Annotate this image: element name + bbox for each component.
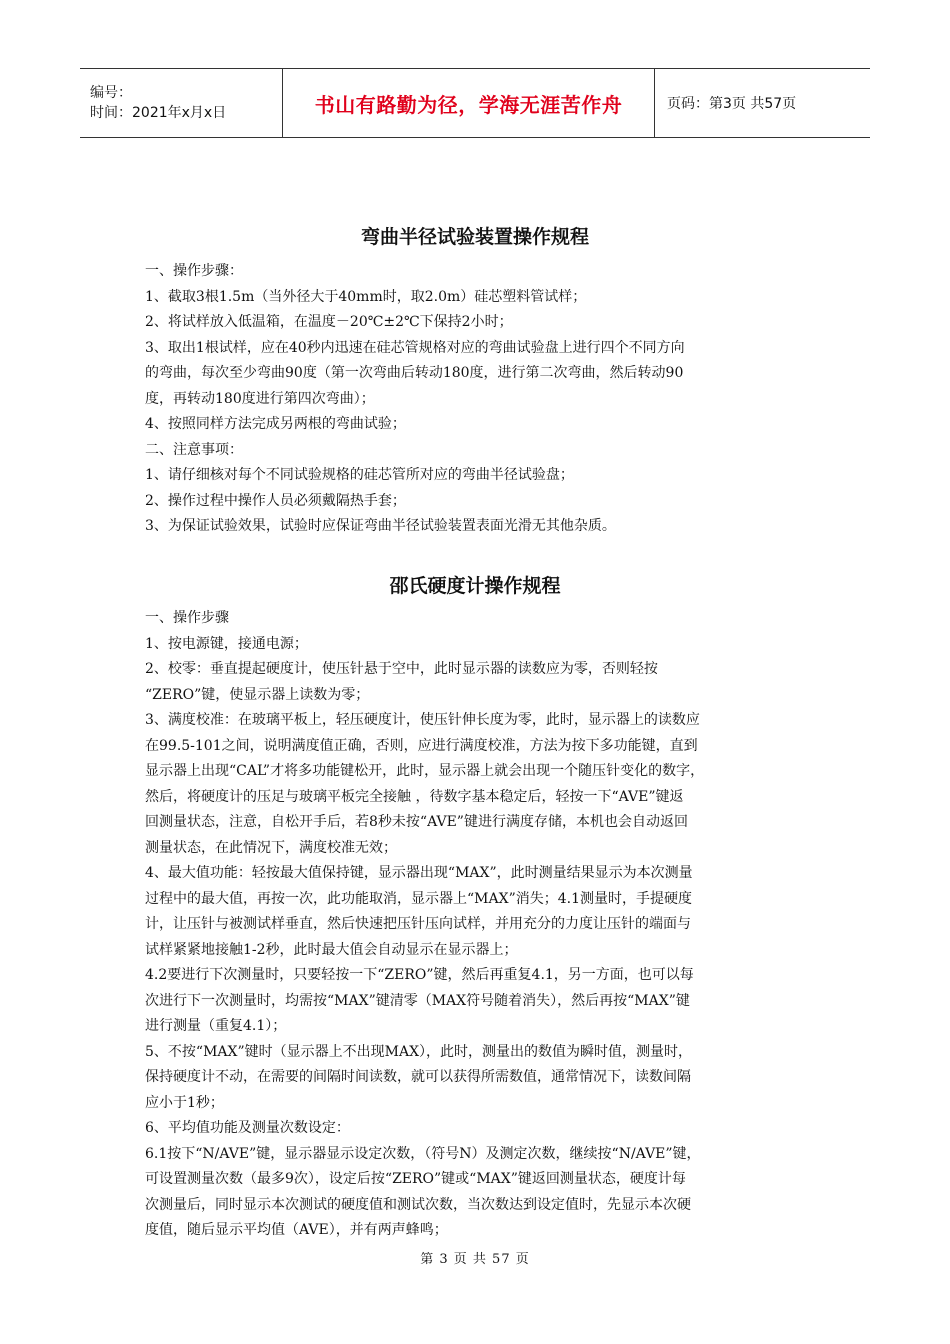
header-meta <box>80 69 282 137</box>
document-time-label: 时间：2021年x月x日 <box>90 105 227 121</box>
body-line: 可设置测量次数（最多9次），设定后按“ZERO”键或“MAX”键返回测量状态，硬度计每 <box>145 1171 686 1187</box>
header-motto-cell <box>282 69 655 137</box>
body-line: “ZERO”键，使显示器上读数为零； <box>145 686 370 703</box>
body-line: 6、平均值功能及测量次数设定： <box>145 1120 350 1136</box>
body-line: 1、截取3根1.5m（当外径大于40mm时，取2.0m）硅芯塑料管试样； <box>145 288 587 305</box>
page-footer: 第 3 页 共 57 页 <box>420 1252 530 1267</box>
body-line: 2、校零：垂直提起硬度计，使压针悬于空中，此时显示器的读数应为零，否则轻按 <box>145 661 658 677</box>
body-line: 5、不按“MAX”键时（显示器上不出现MAX），此时，测量出的数值为瞬时值，测量时， <box>145 1043 693 1060</box>
body-line: 度值，随后显示平均值（AVE），并有两声蜂鸣； <box>145 1222 448 1238</box>
document-number-label: 编号： <box>90 85 132 101</box>
section-title-bending-radius: 弯曲半径试验装置操作规程 <box>360 226 589 248</box>
section-title-shore-hardness: 邵氏硬度计操作规程 <box>389 575 561 597</box>
body-line: 试样紧紧地接触1-2秒，此时最大值会自动显示在显示器上； <box>145 941 518 958</box>
body-line: 进行测量（重复4.1）； <box>145 1018 287 1034</box>
page-header <box>80 68 870 138</box>
body-line: 2、将试样放入低温箱，在温度－20℃±2℃下保持2小时； <box>145 314 513 330</box>
body-line: 6.1按下“N/AVE”键，显示器显示设定次数，（符号N）及测定次数，继续按“N/AVE”键， <box>145 1145 701 1162</box>
body-line: 然后，将硬度计的压足与玻璃平板完全接触 ，待数字基本稳定后，轻按一下“AVE”键返 <box>145 788 684 805</box>
section-body-shore-hardness <box>145 606 815 1244</box>
header-motto: 书山有路勤为径，学海无涯苦作舟 <box>314 92 623 117</box>
body-line: 计，让压针与被测试样垂直，然后快速把压针压向试样，并用充分的力度让压针的端面与 <box>145 916 691 932</box>
body-line: 次进行下一次测量时，均需按“MAX”键清零（MAX符号随着消失），然后再按“MAX”键 <box>145 992 690 1009</box>
body-line: 的弯曲，每次至少弯曲90度（第一次弯曲后转动180度，进行第二次弯曲，然后转动90 <box>145 365 684 381</box>
body-line: 2、操作过程中操作人员必须戴隔热手套； <box>145 492 406 509</box>
body-line: 3、取出1根试样，应在40秒内迅速在硅芯管规格对应的弯曲试验盘上进行四个不同方向 <box>145 339 685 356</box>
section-body-bending-radius <box>145 259 815 540</box>
body-line: 二、注意事项： <box>145 441 243 458</box>
header-page-info-cell <box>655 69 870 137</box>
body-line: 过程中的最大值，再按一次，此功能取消，显示器上“MAX”消失；4.1测量时，手提硬度 <box>145 890 692 907</box>
body-line: 1、请仔细核对每个不同试验规格的硅芯管所对应的弯曲半径试验盘； <box>145 467 574 483</box>
body-line: 3、满度校准：在玻璃平板上，轻压硬度计，使压针伸长度为零，此时，显示器上的读数应 <box>145 712 700 728</box>
body-line: 3、为保证试验效果，试验时应保证弯曲半径试验装置表面光滑无其他杂质。 <box>145 518 616 534</box>
body-line: 4.2要进行下次测量时，只要轻按一下“ZERO”键，然后再重复4.1，另一方面，也可以每 <box>145 967 694 983</box>
body-line: 应小于1秒； <box>145 1094 224 1111</box>
body-line: 4、最大值功能：轻按最大值保持键，显示器出现“MAX”，此时测量结果显示为本次测量 <box>145 865 693 881</box>
body-line: 在99.5-101之间，说明满度值正确，否则，应进行满度校准，方法为按下多功能键，直到 <box>145 737 698 754</box>
body-line: 度，再转动180度进行第四次弯曲）； <box>145 390 375 407</box>
body-line: 4、按照同样方法完成另两根的弯曲试验； <box>145 416 406 432</box>
body-line: 保持硬度计不动，在需要的间隔时间读数，就可以获得所需数值，通常情况下，读数间隔 <box>145 1069 691 1085</box>
body-line: 显示器上出现“CAL”才将多功能键松开，此时，显示器上就会出现一个随压针变化的数字， <box>145 763 705 779</box>
header-page-info: 页码：第3页 共57页 <box>667 96 797 112</box>
body-line: 测量状态，在此情况下，满度校准无效； <box>145 839 397 856</box>
body-line: 一、操作步骤： <box>145 263 243 279</box>
body-line: 1、按电源键，接通电源； <box>145 635 308 652</box>
body-line: 次测量后，同时显示本次测试的硬度值和测试次数，当次数达到设定值时，先显示本次硬 <box>145 1196 691 1213</box>
body-line: 一、操作步骤 <box>145 610 229 626</box>
body-line: 回测量状态，注意，自松开手后，若8秒未按“AVE”键进行满度存储，本机也会自动返回 <box>145 814 688 830</box>
